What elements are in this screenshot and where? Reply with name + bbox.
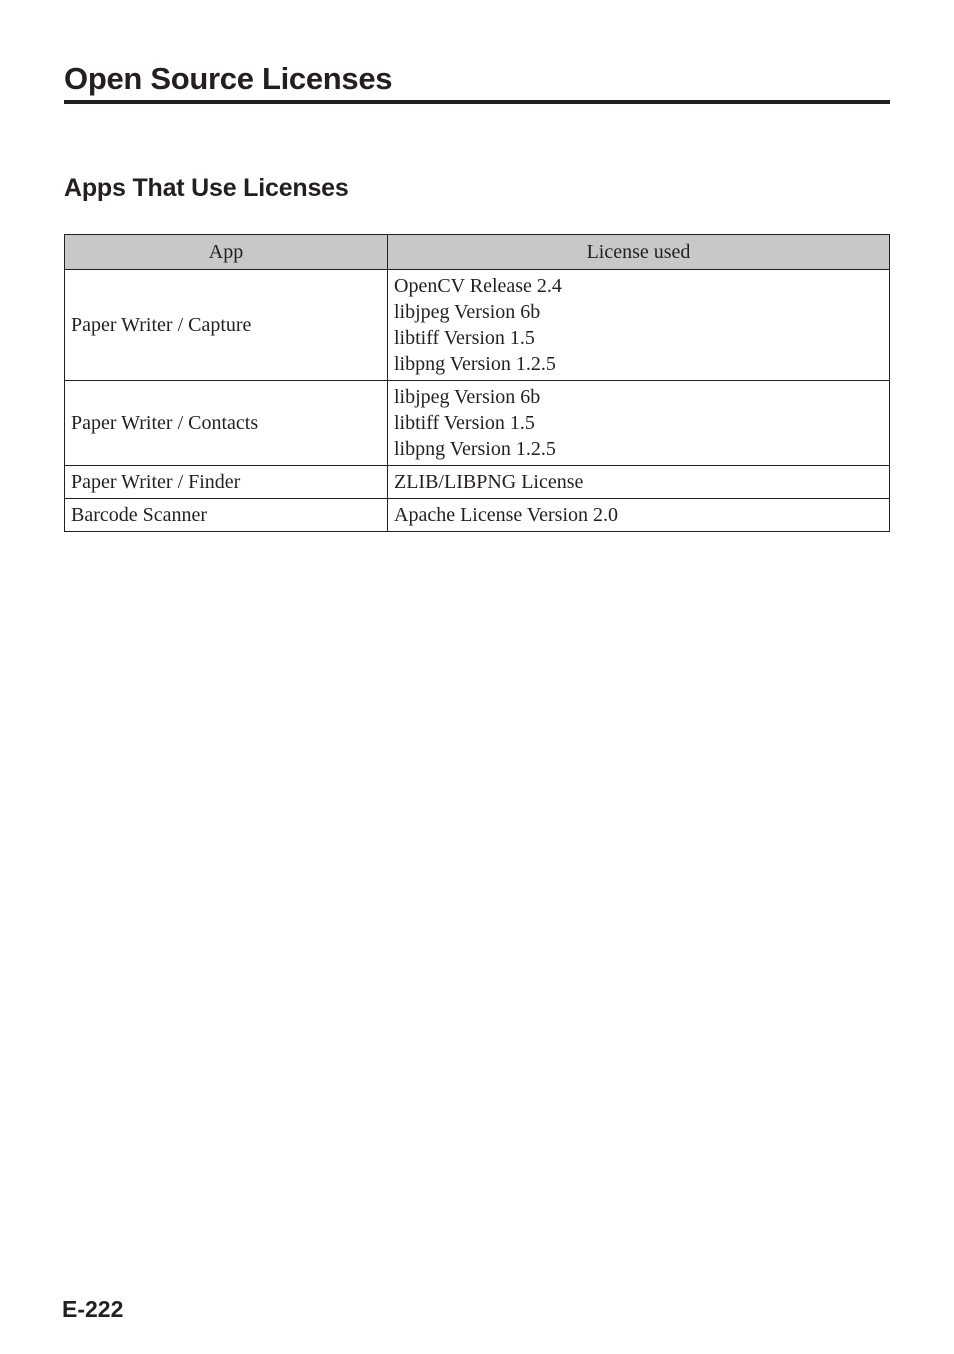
license-item: libjpeg Version 6b	[394, 386, 541, 408]
table-row	[65, 381, 890, 466]
table-row	[65, 466, 890, 499]
license-item: OpenCV Release 2.4	[394, 275, 562, 297]
license-cell	[388, 270, 890, 381]
table-row	[65, 270, 890, 381]
license-item: libtiff Version 1.5	[394, 412, 535, 434]
license-cell	[388, 499, 890, 532]
license-item: Apache License Version 2.0	[394, 504, 619, 526]
page-number: E-222	[62, 1296, 124, 1322]
app-cell: Paper Writer / Contacts	[65, 381, 388, 466]
table-row	[65, 499, 890, 532]
license-cell	[388, 466, 890, 499]
page-title: Open Source Licenses	[64, 60, 890, 104]
license-table	[64, 234, 890, 532]
column-header-license: License used	[388, 235, 890, 270]
column-header-app: App	[65, 235, 388, 270]
license-item: libjpeg Version 6b	[394, 301, 541, 323]
section-title: Apps That Use Licenses	[64, 174, 349, 202]
license-cell	[388, 381, 890, 466]
app-cell: Paper Writer / Capture	[65, 270, 388, 381]
app-cell: Paper Writer / Finder	[65, 466, 388, 499]
table-header-row	[65, 235, 890, 270]
app-cell: Barcode Scanner	[65, 499, 388, 532]
license-item: libpng Version 1.2.5	[394, 438, 556, 460]
license-item: libpng Version 1.2.5	[394, 353, 556, 375]
license-item: ZLIB/LIBPNG License	[394, 471, 584, 493]
license-item: libtiff Version 1.5	[394, 327, 535, 349]
